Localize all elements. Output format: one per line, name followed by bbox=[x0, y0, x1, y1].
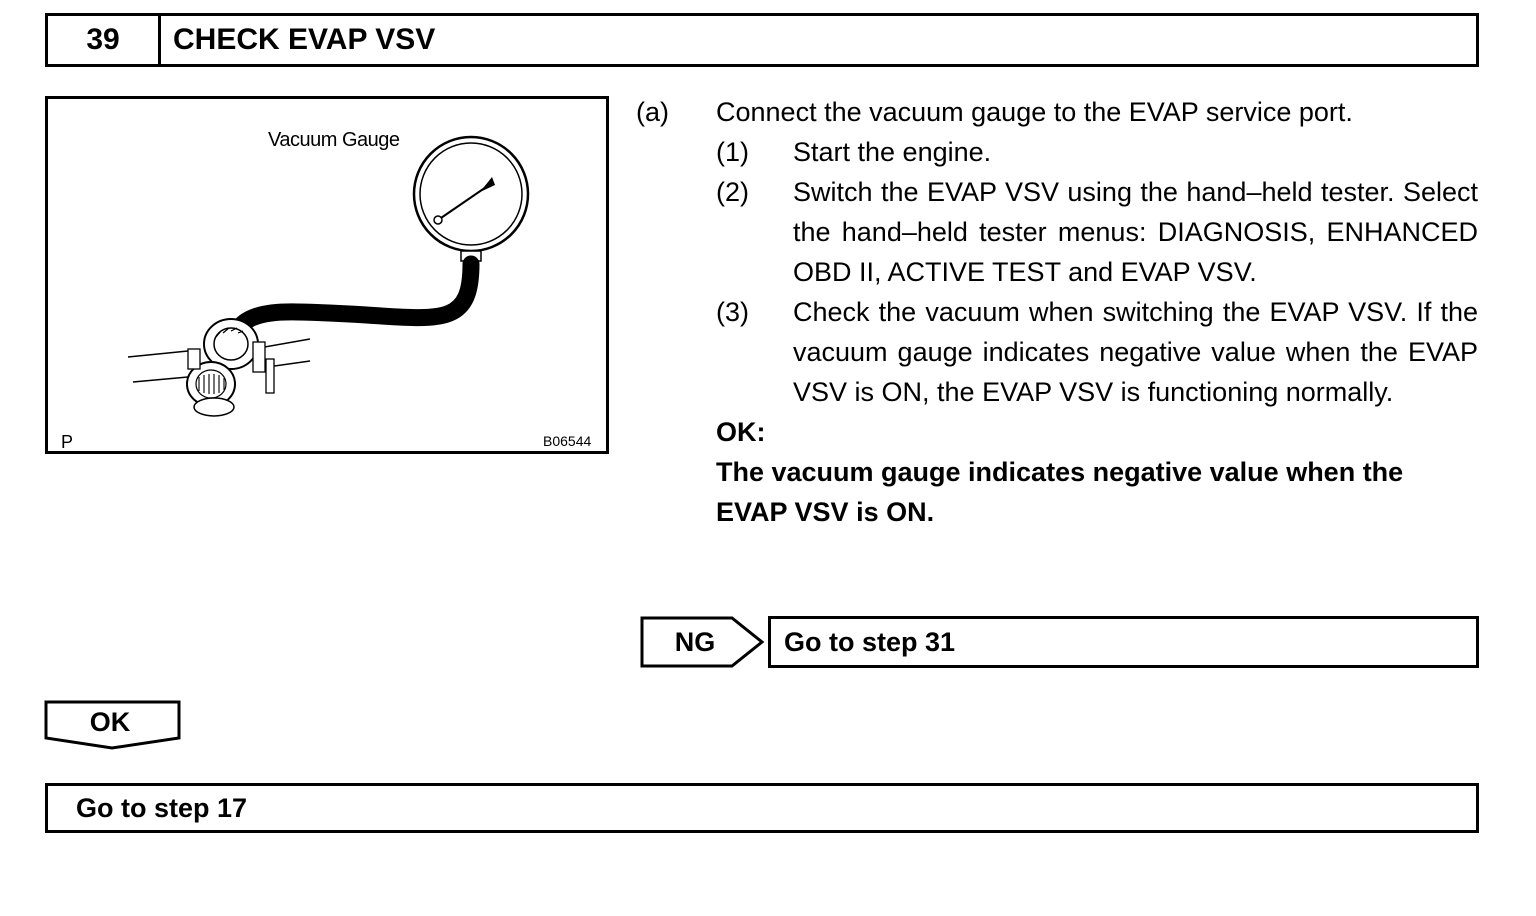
step-2 bbox=[636, 172, 1478, 292]
step-2-label: (2) bbox=[716, 177, 749, 207]
step-1-text: Start the engine. bbox=[793, 137, 992, 167]
step-2-text: Switch the EVAP VSV using the hand–held tester. Select the hand–held tester menus: DIAGNOSIS, ENHANCED OBD II, ACTIVE TEST and EVAP VSV. bbox=[793, 177, 1478, 287]
vacuum-gauge-illustration bbox=[45, 96, 609, 454]
ok-action-box bbox=[45, 783, 1479, 833]
step-1-label: (1) bbox=[716, 137, 749, 167]
figure-corner-letter: P bbox=[61, 432, 74, 452]
step-3 bbox=[636, 292, 1478, 412]
step-number: 39 bbox=[48, 16, 161, 64]
ok-criteria bbox=[636, 452, 1478, 532]
step-title: CHECK EVAP VSV bbox=[173, 23, 436, 56]
ng-branch-tag bbox=[640, 616, 765, 668]
gauge-label: Vacuum Gauge bbox=[268, 129, 400, 151]
step-a-label: (a) bbox=[636, 97, 669, 127]
step-a-text: Connect the vacuum gauge to the EVAP service port. bbox=[716, 97, 1353, 127]
step-3-text: Check the vacuum when switching the EVAP VSV. If the vacuum gauge indicates negative value when the EVAP VSV is ON, the EVAP VSV is functioning normally. bbox=[793, 297, 1478, 407]
procedure-steps bbox=[636, 92, 1478, 532]
ok-branch-tag bbox=[44, 700, 182, 752]
ng-label: NG bbox=[674, 626, 716, 657]
figure-code: B06544 bbox=[543, 433, 592, 449]
ng-action-text: Go to step 31 bbox=[784, 626, 956, 657]
ok-label: OK bbox=[89, 706, 131, 737]
step-a bbox=[636, 92, 1478, 132]
ok-action-text: Go to step 17 bbox=[76, 792, 248, 823]
step-3-label: (3) bbox=[716, 297, 749, 327]
ok-criteria-text: The vacuum gauge indicates negative value when the EVAP VSV is ON. bbox=[716, 457, 1404, 527]
step-1 bbox=[636, 132, 1478, 172]
step-header bbox=[45, 13, 1479, 67]
ok-heading: OK: bbox=[716, 417, 766, 447]
ng-action-box bbox=[768, 616, 1479, 668]
